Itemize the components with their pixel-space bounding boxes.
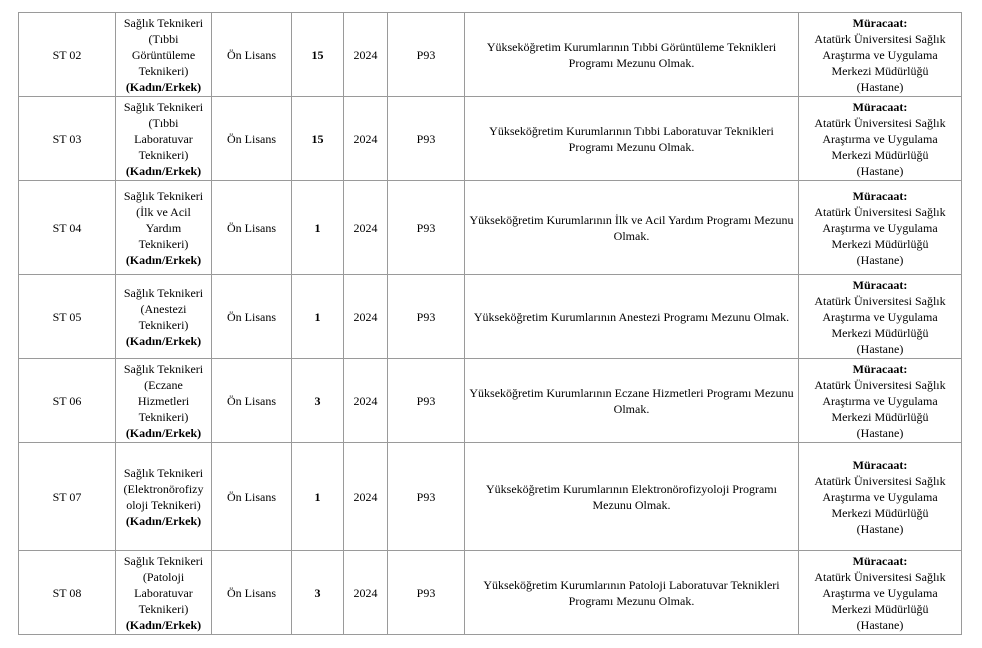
application-cell [799,275,962,359]
position-gender: (Kadın/Erkek) [125,333,202,348]
position-count: 15 [292,97,344,181]
application-label: Müracaat: [852,15,908,30]
position-gender: (Kadın/Erkek) [125,252,202,267]
position-title: Sağlık Teknikeri [123,99,204,114]
position-code: ST 05 [19,275,116,359]
position-title: Sağlık Teknikeri [123,285,204,300]
kpss-score-type: P93 [388,13,465,97]
position-specialty: (Anestezi [140,301,187,316]
position-count: 3 [292,359,344,443]
position-specialty: (Patoloji [142,569,185,584]
kpss-score-type: P93 [388,359,465,443]
positions-table [18,12,962,635]
application-line: Atatürk Üniversitesi Sağlık [814,569,946,584]
position-code: ST 03 [19,97,116,181]
position-specialty: Hizmetleri [137,393,190,408]
kpss-score-type: P93 [388,551,465,635]
kpss-year: 2024 [344,275,388,359]
application-line: (Hastane) [856,521,904,536]
position-specialty: (Tıbbi [148,115,179,130]
application-line: (Hastane) [856,341,904,356]
position-gender: (Kadın/Erkek) [125,163,202,178]
requirement-text: Yükseköğretim Kurumlarının Elektronörofizyoloji Programı Mezunu Olmak. [465,443,799,551]
table-row [19,551,962,635]
table-row [19,359,962,443]
application-line: Merkezi Müdürlüğü [831,236,929,251]
application-label: Müracaat: [852,553,908,568]
education-level: Ön Lisans [212,181,292,275]
application-cell [799,181,962,275]
position-title-cell [116,13,212,97]
education-level: Ön Lisans [212,97,292,181]
application-line: Araştırma ve Uygulama [822,309,938,324]
position-title-cell [116,443,212,551]
education-level: Ön Lisans [212,275,292,359]
requirement-text: Yükseköğretim Kurumlarının Tıbbi Laboratuvar Teknikleri Programı Mezunu Olmak. [465,97,799,181]
position-title: Sağlık Teknikeri [123,188,204,203]
kpss-year: 2024 [344,181,388,275]
position-count: 3 [292,551,344,635]
education-level: Ön Lisans [212,13,292,97]
position-specialty: oloji Teknikeri) [126,497,201,512]
application-cell [799,359,962,443]
education-level: Ön Lisans [212,443,292,551]
application-cell [799,443,962,551]
position-gender: (Kadın/Erkek) [125,513,202,528]
kpss-year: 2024 [344,97,388,181]
application-line: Merkezi Müdürlüğü [831,325,929,340]
application-line: Atatürk Üniversitesi Sağlık [814,115,946,130]
application-line: Merkezi Müdürlüğü [831,63,929,78]
education-level: Ön Lisans [212,359,292,443]
requirement-text: Yükseköğretim Kurumlarının Anestezi Programı Mezunu Olmak. [465,275,799,359]
position-specialty: Teknikeri) [138,409,189,424]
position-code: ST 07 [19,443,116,551]
education-level: Ön Lisans [212,551,292,635]
position-specialty: (Tıbbi [148,31,179,46]
position-title-cell [116,359,212,443]
position-title: Sağlık Teknikeri [123,553,204,568]
position-specialty: Teknikeri) [138,236,189,251]
position-title-cell [116,97,212,181]
requirement-text: Yükseköğretim Kurumlarının Eczane Hizmetleri Programı Mezunu Olmak. [465,359,799,443]
application-line: (Hastane) [856,425,904,440]
position-code: ST 02 [19,13,116,97]
application-line: (Hastane) [856,79,904,94]
application-line: Araştırma ve Uygulama [822,489,938,504]
position-specialty: Laboratuvar [134,131,193,146]
application-cell [799,97,962,181]
position-gender: (Kadın/Erkek) [125,617,202,632]
application-line: Merkezi Müdürlüğü [831,409,929,424]
position-code: ST 06 [19,359,116,443]
requirement-text: Yükseköğretim Kurumlarının İlk ve Acil Yardım Programı Mezunu Olmak. [465,181,799,275]
position-specialty: Teknikeri) [138,601,189,616]
position-specialty: Teknikeri) [138,317,189,332]
position-title-cell [116,275,212,359]
application-line: Araştırma ve Uygulama [822,393,938,408]
position-count: 15 [292,13,344,97]
application-line: Atatürk Üniversitesi Sağlık [814,31,946,46]
table-row [19,13,962,97]
position-specialty: Görüntüleme [131,47,196,62]
position-count: 1 [292,181,344,275]
kpss-year: 2024 [344,13,388,97]
application-line: Araştırma ve Uygulama [822,131,938,146]
position-count: 1 [292,443,344,551]
table-row [19,97,962,181]
application-label: Müracaat: [852,99,908,114]
application-cell [799,551,962,635]
position-title: Sağlık Teknikeri [123,15,204,30]
application-line: Araştırma ve Uygulama [822,220,938,235]
kpss-score-type: P93 [388,275,465,359]
application-line: (Hastane) [856,252,904,267]
application-line: Atatürk Üniversitesi Sağlık [814,377,946,392]
application-line: (Hastane) [856,617,904,632]
application-line: Atatürk Üniversitesi Sağlık [814,204,946,219]
position-title-cell [116,181,212,275]
application-label: Müracaat: [852,188,908,203]
requirement-text: Yükseköğretim Kurumlarının Tıbbi Görüntüleme Teknikleri Programı Mezunu Olmak. [465,13,799,97]
table-row [19,275,962,359]
position-specialty: Yardım [145,220,182,235]
application-label: Müracaat: [852,361,908,376]
position-gender: (Kadın/Erkek) [125,425,202,440]
kpss-year: 2024 [344,443,388,551]
application-line: (Hastane) [856,163,904,178]
position-count: 1 [292,275,344,359]
application-line: Araştırma ve Uygulama [822,585,938,600]
position-specialty: (İlk ve Acil [136,204,191,219]
kpss-score-type: P93 [388,443,465,551]
application-line: Merkezi Müdürlüğü [831,601,929,616]
position-specialty: Teknikeri) [138,147,189,162]
position-specialty: Laboratuvar [134,585,193,600]
application-line: Araştırma ve Uygulama [822,47,938,62]
table-row [19,443,962,551]
kpss-year: 2024 [344,359,388,443]
application-line: Merkezi Müdürlüğü [831,147,929,162]
position-specialty: (Elektronörofizy [123,481,204,496]
table-row [19,181,962,275]
application-line: Atatürk Üniversitesi Sağlık [814,293,946,308]
position-specialty: (Eczane [144,377,183,392]
position-specialty: Teknikeri) [138,63,189,78]
position-title-cell [116,551,212,635]
application-line: Atatürk Üniversitesi Sağlık [814,473,946,488]
application-label: Müracaat: [852,457,908,472]
position-gender: (Kadın/Erkek) [125,79,202,94]
position-title: Sağlık Teknikeri [123,465,204,480]
kpss-score-type: P93 [388,181,465,275]
application-line: Merkezi Müdürlüğü [831,505,929,520]
application-label: Müracaat: [852,277,908,292]
requirement-text: Yükseköğretim Kurumlarının Patoloji Laboratuvar Teknikleri Programı Mezunu Olmak. [465,551,799,635]
position-code: ST 08 [19,551,116,635]
position-code: ST 04 [19,181,116,275]
kpss-year: 2024 [344,551,388,635]
application-cell [799,13,962,97]
position-title: Sağlık Teknikeri [123,361,204,376]
kpss-score-type: P93 [388,97,465,181]
